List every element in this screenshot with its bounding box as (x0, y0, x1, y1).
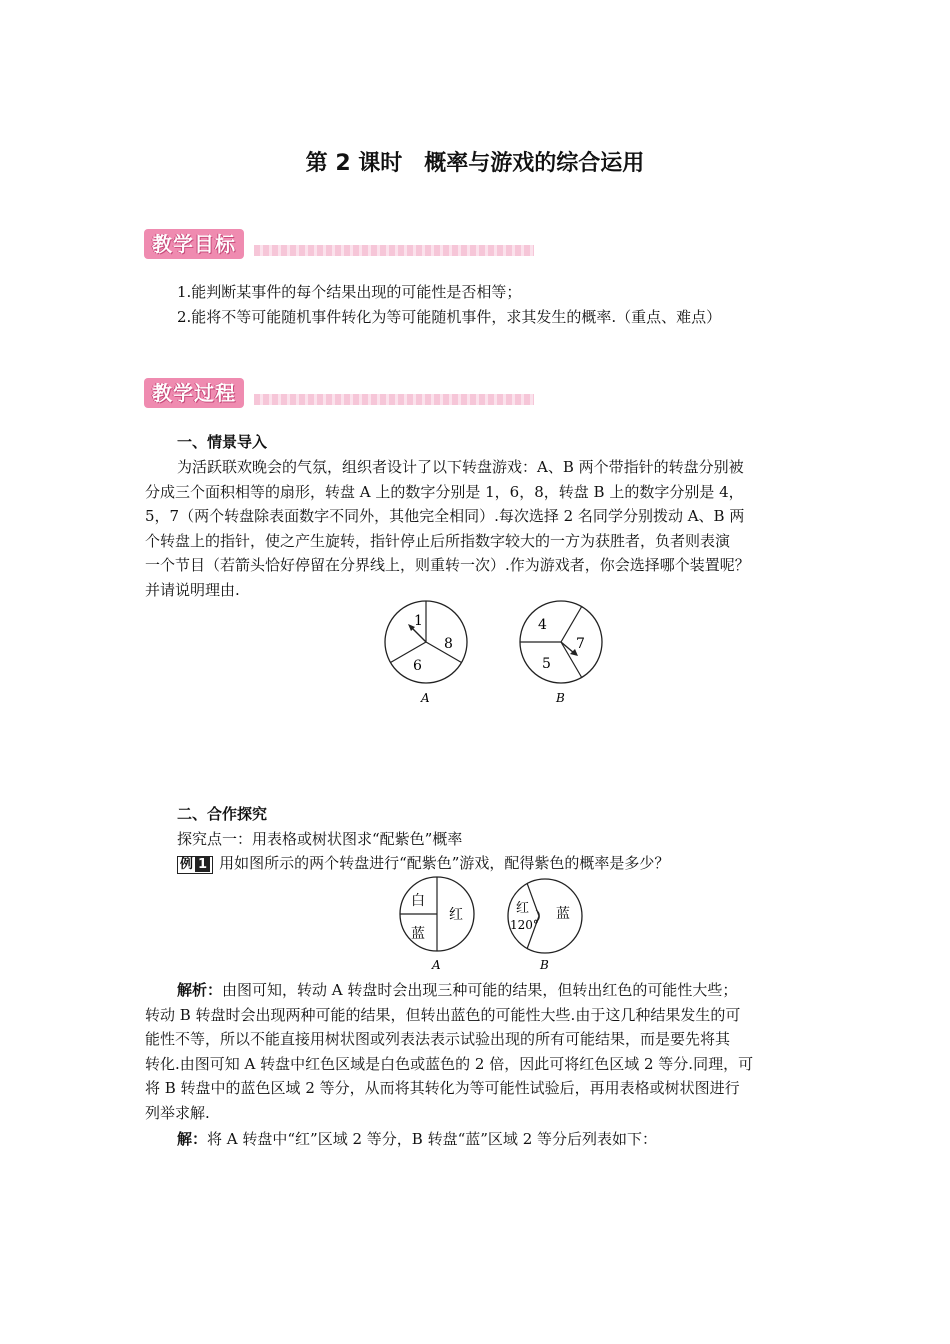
disk-label: B (540, 958, 549, 972)
solution-text: 将 A 转盘中“红”区域 2 等分，B 转盘“蓝”区域 2 等分后列表如下： (207, 1130, 658, 1148)
solution-line (177, 1127, 657, 1151)
disk-sector-label: 白 (411, 893, 425, 909)
part2-heading: 二、合作探究 (177, 805, 268, 823)
example-text: 用如图所示的两个转盘进行“配紫色”游戏，配得紫色的概率是多少？ (219, 854, 670, 872)
spinner-number: 7 (576, 636, 585, 652)
spinner-number: 6 (413, 658, 422, 674)
section-banner-objectives (144, 229, 534, 259)
spinner-number: 4 (538, 617, 547, 633)
example-1 (177, 851, 669, 875)
paragraph-line: 个转盘上的指针，使之产生旋转，指针停止后所指数字较大的一方为获胜者，负者则表演 (145, 531, 731, 550)
spinner-number: 5 (542, 656, 551, 672)
paragraph-line: 能性不等，所以不能直接用树状图或列表法表示试验出现的所有可能结果，而是要先将其 (145, 1030, 731, 1048)
disk-label: A (432, 958, 441, 972)
explore-point: 探究点一：用表格或树状图求“配紫色”概率 (177, 830, 463, 848)
paragraph-line: 为活跃联欢晚会的气氛，组织者设计了以下转盘游戏：A、B 两个带指针的转盘分别被 (177, 458, 744, 476)
analysis-label: 解析： (177, 981, 223, 999)
paragraph-line: 将 B 转盘中的蓝色区域 2 等分，从而将其转化为等可能性试验后，再用表格或树状图进行 (145, 1079, 740, 1097)
section-banner-process (144, 378, 534, 408)
page-title: 第 2 课时 概率与游戏的综合运用 (305, 151, 645, 176)
solution-label: 解： (177, 1130, 208, 1148)
pointer-arrow (561, 642, 574, 653)
disk-a (400, 877, 474, 972)
analysis-paragraph (145, 978, 825, 1125)
spinner-number: 8 (444, 636, 453, 652)
paragraph-line: 分成三个面积相等的扇形，转盘 A 上的数字分别是 1，6，8，转盘 B 上的数字分别是 4， (145, 482, 744, 501)
paragraph-line: 转动 B 转盘时会出现两种可能的结果，但转出蓝色的可能性大些.由于这几种结果发生的可 (145, 1005, 741, 1024)
disk-b (508, 879, 582, 972)
paragraph-line: 转化.由图可知 A 转盘中红色区域是白色或蓝色的 2 倍，因此可将红色区域 2 等分.同理，可 (145, 1054, 754, 1073)
paragraph-line: 一个节目（若箭头恰好停留在分界线上，则重转一次）.作为游戏者，你会选择哪个装置呢？ (145, 556, 750, 574)
disk-sector-label: 蓝 (411, 926, 425, 942)
angle-label: 120° (510, 918, 539, 932)
objective-item-2: 2.能将不等可能随机事件转化为等可能随机事件，求其发生的概率.（重点、难点） (177, 308, 722, 326)
paragraph-line: 列举求解. (145, 1103, 210, 1122)
paragraph-line: 并请说明理由. (145, 580, 240, 599)
pointer-arrow (411, 627, 426, 642)
banner-label: 教学目标 (144, 229, 244, 259)
disk-sector-label: 红 (449, 907, 463, 923)
spinner-a (385, 601, 467, 705)
spinner-label: A (421, 691, 430, 705)
banner-decoration (254, 245, 534, 256)
spinner-number: 1 (414, 613, 423, 629)
banner-decoration (254, 394, 534, 405)
objective-item-1: 1.能判断某事件的每个结果出现的可能性是否相等； (177, 283, 522, 301)
color-disks-figure (396, 876, 596, 974)
spinner-b (520, 601, 602, 705)
example-badge: 例 1 (177, 856, 213, 874)
spinners-figure (380, 598, 610, 710)
disk-sector-label: 红 (516, 901, 530, 916)
scenario-paragraph (145, 455, 825, 602)
part1-heading: 一、情景导入 (177, 433, 268, 451)
paragraph-line: 5，7（两个转盘除表面数字不同外，其他完全相同）.每次选择 2 名同学分别拨动 A、B 两 (145, 507, 745, 525)
spinner-label: B (556, 691, 565, 705)
disk-sector-label: 蓝 (556, 906, 570, 922)
banner-label: 教学过程 (144, 378, 244, 408)
paragraph-line: 由图可知，转动 A 转盘时会出现三种可能的结果，但转出红色的可能性大些； (222, 981, 738, 999)
